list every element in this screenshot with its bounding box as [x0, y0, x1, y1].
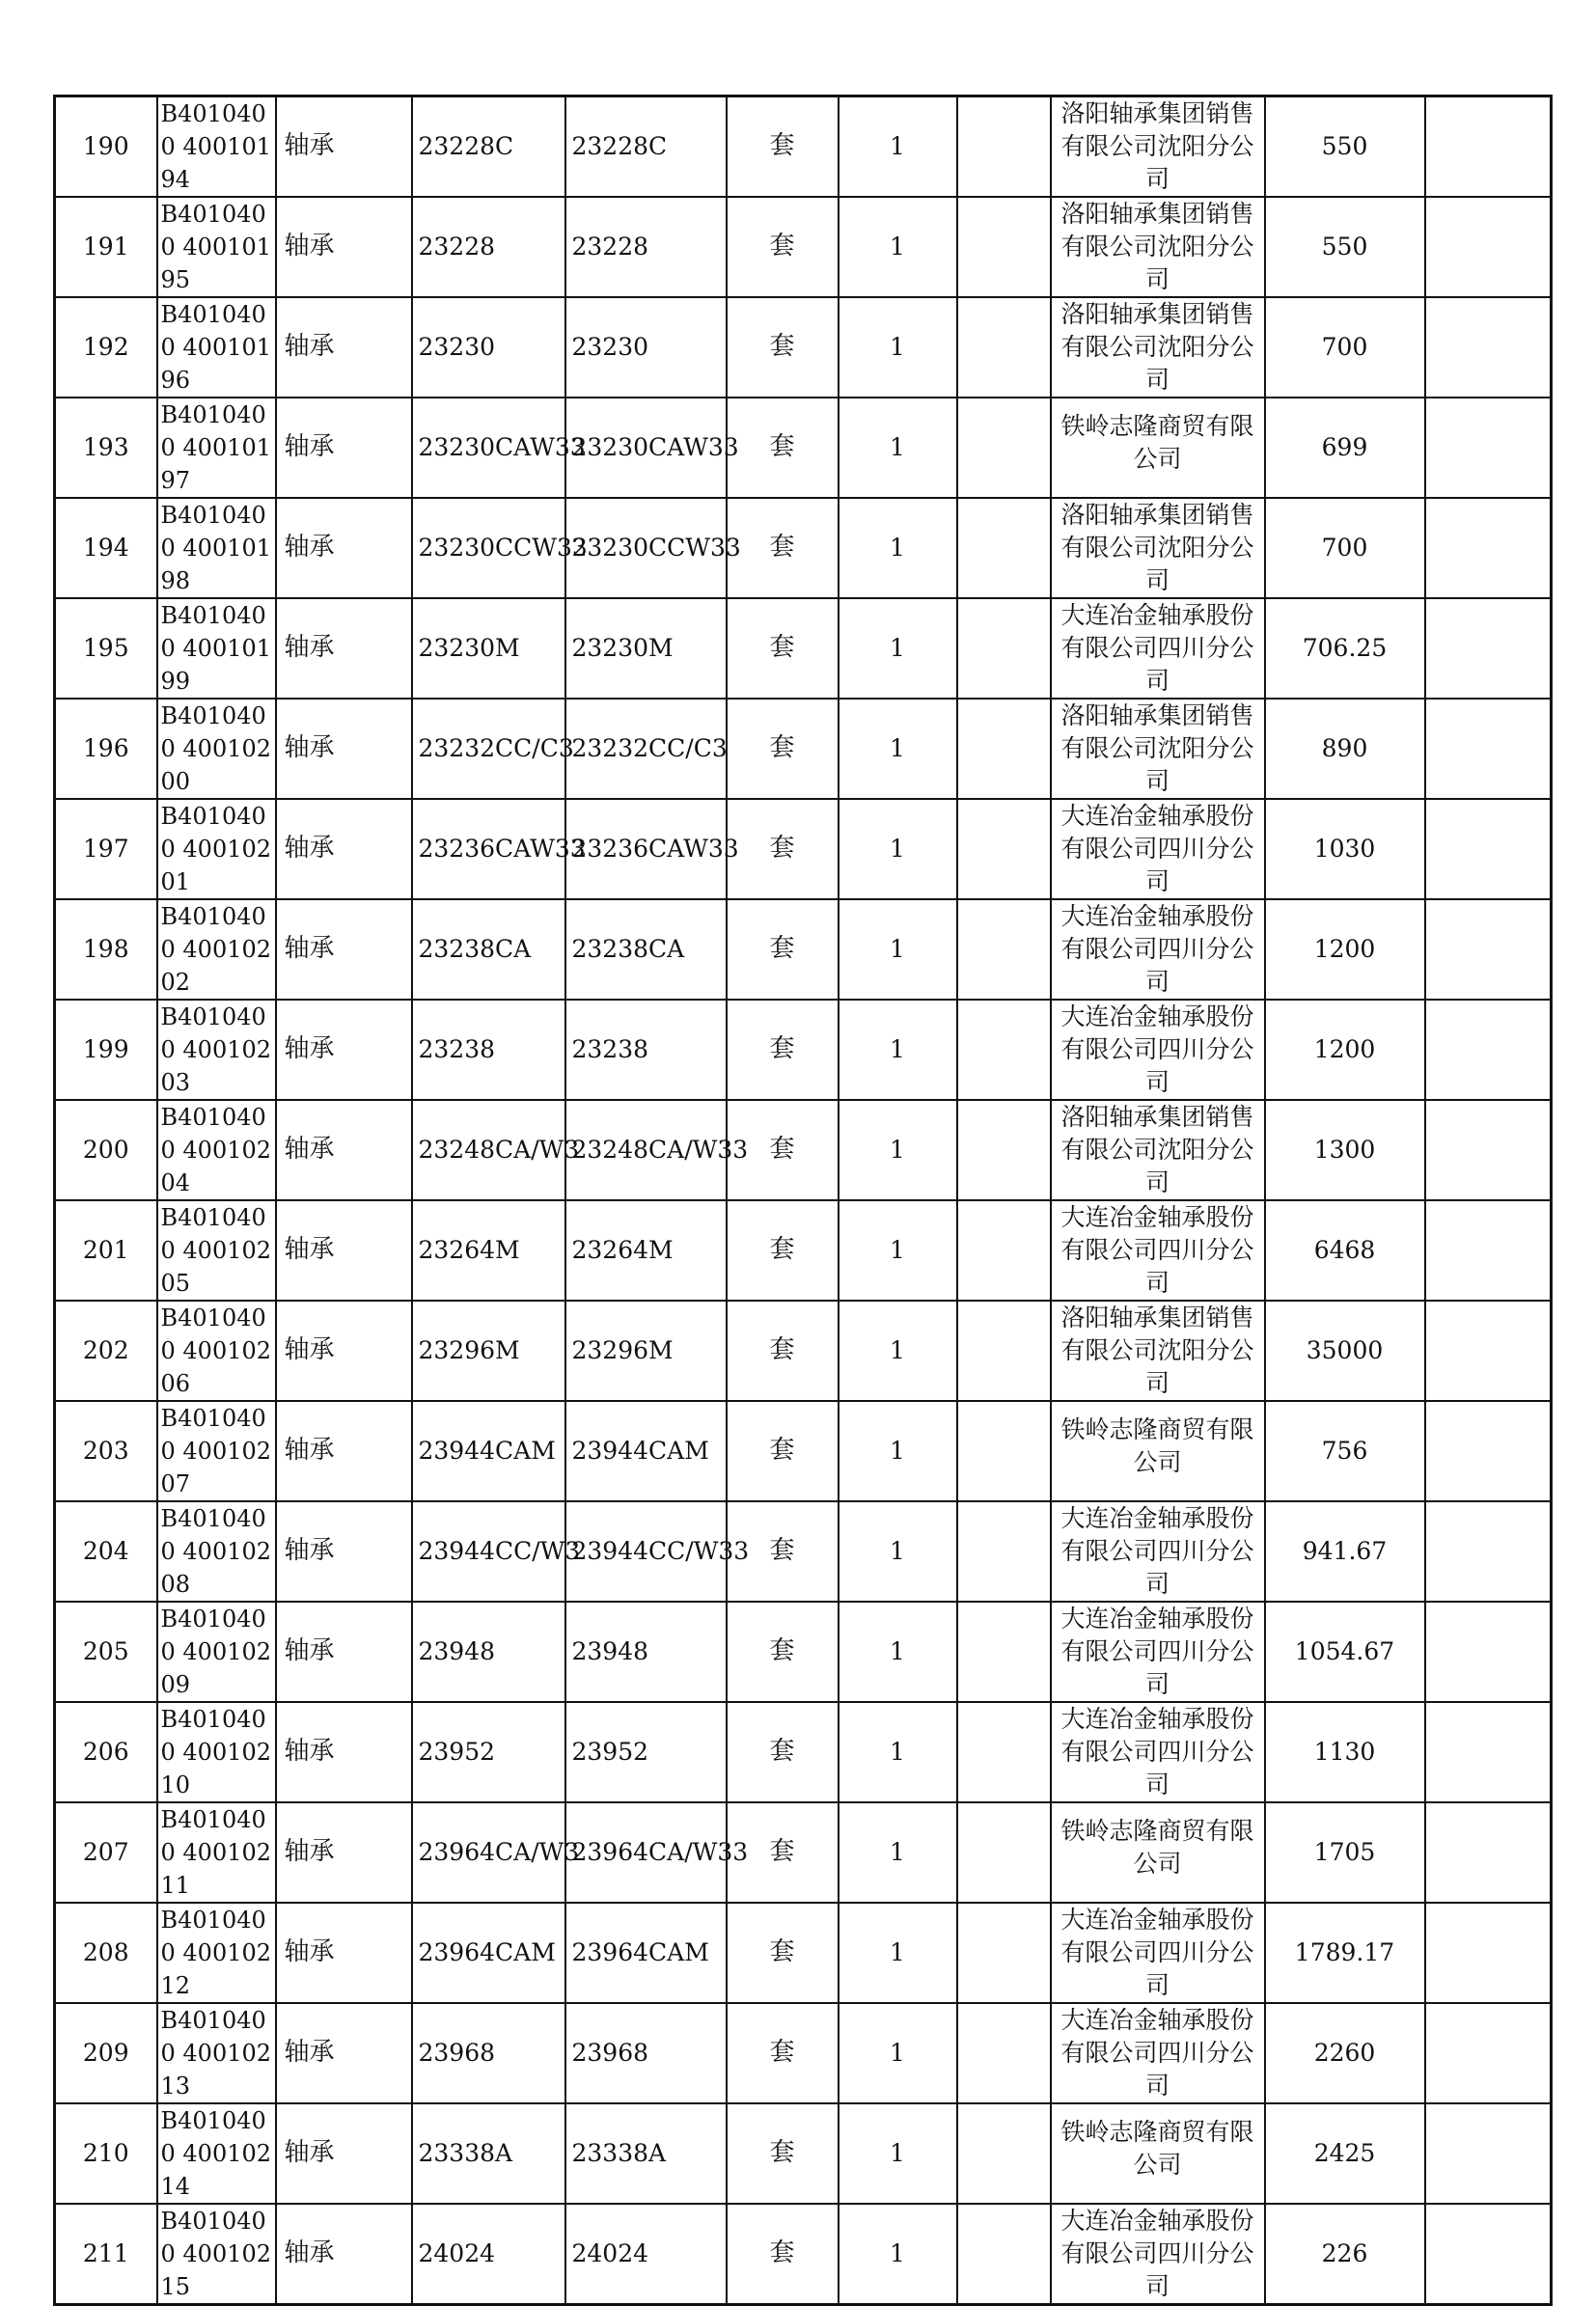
material-code-cell: B4010400 40010199 [157, 598, 276, 699]
price-cell: 6468 [1265, 1200, 1425, 1301]
supplier-text: 大连冶金轴承股份有限公司四川分公司 [1060, 1002, 1254, 1096]
supplier-text: 铁岭志隆商贸有限公司 [1060, 412, 1254, 473]
blank-cell [957, 1702, 1051, 1802]
blank-cell [957, 1401, 1051, 1501]
model-cell: 23968 [565, 2003, 727, 2103]
row-index-cell: 211 [55, 2204, 157, 2305]
supplier-text: 大连冶金轴承股份有限公司四川分公司 [1060, 802, 1254, 895]
table-row [55, 1200, 1552, 1301]
supplier-text: 洛阳轴承集团销售有限公司沈阳分公司 [1060, 701, 1254, 795]
blank-cell [957, 398, 1051, 498]
price-cell: 1705 [1265, 1802, 1425, 1903]
price-cell: 699 [1265, 398, 1425, 498]
material-code-cell: B4010400 40010201 [157, 799, 276, 899]
supplier-cell [1051, 297, 1265, 398]
supplier-text: 洛阳轴承集团销售有限公司沈阳分公司 [1060, 300, 1254, 394]
item-name-cell: 轴承 [276, 2003, 412, 2103]
model-cell: 23230M [565, 598, 727, 699]
spec-cell: 23238CA [412, 899, 565, 1000]
item-name-cell: 轴承 [276, 1602, 412, 1702]
model-cell: 23338A [565, 2103, 727, 2204]
row-index-cell: 204 [55, 1501, 157, 1602]
quantity-cell: 1 [839, 1200, 957, 1301]
spec-cell: 24024 [412, 2204, 565, 2305]
note-cell [1425, 2204, 1552, 2305]
spec-cell: 23952 [412, 1702, 565, 1802]
unit-cell: 套 [727, 1301, 839, 1401]
price-cell: 1030 [1265, 799, 1425, 899]
item-name-cell: 轴承 [276, 1903, 412, 2003]
model-cell: 23296M [565, 1301, 727, 1401]
price-cell: 941.67 [1265, 1501, 1425, 1602]
row-index-cell: 203 [55, 1401, 157, 1501]
model-cell: 23948 [565, 1602, 727, 1702]
supplier-cell [1051, 398, 1265, 498]
supplier-cell [1051, 1301, 1265, 1401]
note-cell [1425, 1401, 1552, 1501]
supplier-cell [1051, 1903, 1265, 2003]
spec-cell: 23964CA/W3 [412, 1802, 565, 1903]
material-code-cell: B4010400 40010207 [157, 1401, 276, 1501]
spec-cell: 23948 [412, 1602, 565, 1702]
row-index-cell: 208 [55, 1903, 157, 2003]
model-cell: 23944CAM [565, 1401, 727, 1501]
unit-cell: 套 [727, 197, 839, 297]
row-index-cell: 195 [55, 598, 157, 699]
row-index-cell: 190 [55, 96, 157, 198]
material-code-cell: B4010400 40010205 [157, 1200, 276, 1301]
quantity-cell: 1 [839, 498, 957, 598]
material-code-cell: B4010400 40010213 [157, 2003, 276, 2103]
material-code-cell: B4010400 40010202 [157, 899, 276, 1000]
supplier-cell [1051, 1200, 1265, 1301]
supplier-text: 大连冶金轴承股份有限公司四川分公司 [1060, 1705, 1254, 1798]
model-cell: 23248CA/W33 [565, 1100, 727, 1200]
table-row [55, 1401, 1552, 1501]
unit-cell: 套 [727, 1000, 839, 1100]
price-cell: 706.25 [1265, 598, 1425, 699]
item-name-cell: 轴承 [276, 899, 412, 1000]
blank-cell [957, 1301, 1051, 1401]
model-cell: 23238 [565, 1000, 727, 1100]
row-index-cell: 193 [55, 398, 157, 498]
table-row [55, 1802, 1552, 1903]
blank-cell [957, 1200, 1051, 1301]
item-name-cell: 轴承 [276, 297, 412, 398]
note-cell [1425, 799, 1552, 899]
model-cell: 23236CAW33 [565, 799, 727, 899]
item-name-cell: 轴承 [276, 598, 412, 699]
item-name-cell: 轴承 [276, 1501, 412, 1602]
spec-cell: 23238 [412, 1000, 565, 1100]
quantity-cell: 1 [839, 1702, 957, 1802]
supplier-cell [1051, 899, 1265, 1000]
price-cell: 1054.67 [1265, 1602, 1425, 1702]
model-cell: 23964CA/W33 [565, 1802, 727, 1903]
blank-cell [957, 1903, 1051, 2003]
model-cell: 23230CCW33 [565, 498, 727, 598]
note-cell [1425, 1903, 1552, 2003]
quantity-cell: 1 [839, 1000, 957, 1100]
supplier-cell [1051, 1802, 1265, 1903]
unit-cell: 套 [727, 799, 839, 899]
blank-cell [957, 297, 1051, 398]
row-index-cell: 207 [55, 1802, 157, 1903]
supplier-cell [1051, 2103, 1265, 2204]
supplier-text: 铁岭志隆商贸有限公司 [1060, 1415, 1254, 1476]
note-cell [1425, 498, 1552, 598]
row-index-cell: 194 [55, 498, 157, 598]
table-row [55, 2204, 1552, 2305]
note-cell [1425, 1100, 1552, 1200]
note-cell [1425, 899, 1552, 1000]
supplier-cell [1051, 498, 1265, 598]
note-cell [1425, 1501, 1552, 1602]
price-cell: 1300 [1265, 1100, 1425, 1200]
unit-cell: 套 [727, 398, 839, 498]
table-row [55, 699, 1552, 799]
note-cell [1425, 197, 1552, 297]
blank-cell [957, 2003, 1051, 2103]
note-cell [1425, 297, 1552, 398]
blank-cell [957, 1000, 1051, 1100]
row-index-cell: 191 [55, 197, 157, 297]
material-code-cell: B4010400 40010198 [157, 498, 276, 598]
supplier-text: 大连冶金轴承股份有限公司四川分公司 [1060, 1504, 1254, 1598]
supplier-cell [1051, 799, 1265, 899]
material-code-cell: B4010400 40010197 [157, 398, 276, 498]
supplier-text: 洛阳轴承集团销售有限公司沈阳分公司 [1060, 99, 1254, 193]
spec-cell: 23230CAW33 [412, 398, 565, 498]
model-cell: 23238CA [565, 899, 727, 1000]
table-row [55, 1100, 1552, 1200]
row-index-cell: 200 [55, 1100, 157, 1200]
note-cell [1425, 398, 1552, 498]
table-row [55, 2103, 1552, 2204]
table-row [55, 2003, 1552, 2103]
model-cell: 23964CAM [565, 1903, 727, 2003]
price-cell: 2425 [1265, 2103, 1425, 2204]
quantity-cell: 1 [839, 398, 957, 498]
item-name-cell: 轴承 [276, 1100, 412, 1200]
material-code-cell: B4010400 40010208 [157, 1501, 276, 1602]
item-name-cell: 轴承 [276, 498, 412, 598]
supplier-cell [1051, 1100, 1265, 1200]
note-cell [1425, 1000, 1552, 1100]
row-index-cell: 209 [55, 2003, 157, 2103]
unit-cell: 套 [727, 899, 839, 1000]
table-row [55, 1602, 1552, 1702]
supplier-text: 大连冶金轴承股份有限公司四川分公司 [1060, 2006, 1254, 2100]
quantity-cell: 1 [839, 699, 957, 799]
model-cell: 23952 [565, 1702, 727, 1802]
note-cell [1425, 1301, 1552, 1401]
table-row [55, 799, 1552, 899]
quantity-cell: 1 [839, 1301, 957, 1401]
item-name-cell: 轴承 [276, 1401, 412, 1501]
supplier-text: 洛阳轴承集团销售有限公司沈阳分公司 [1060, 1103, 1254, 1196]
spec-cell: 23232CC/C3 [412, 699, 565, 799]
material-code-cell: B4010400 40010212 [157, 1903, 276, 2003]
note-cell [1425, 96, 1552, 198]
item-name-cell: 轴承 [276, 799, 412, 899]
supplier-text: 铁岭志隆商贸有限公司 [1060, 2118, 1254, 2179]
unit-cell: 套 [727, 1200, 839, 1301]
unit-cell: 套 [727, 1100, 839, 1200]
note-cell [1425, 1200, 1552, 1301]
table-body [55, 96, 1552, 2305]
row-index-cell: 206 [55, 1702, 157, 1802]
supplier-text: 大连冶金轴承股份有限公司四川分公司 [1060, 1203, 1254, 1297]
item-name-cell: 轴承 [276, 2103, 412, 2204]
note-cell [1425, 598, 1552, 699]
price-cell: 700 [1265, 498, 1425, 598]
quantity-cell: 1 [839, 1501, 957, 1602]
spec-cell: 23338A [412, 2103, 565, 2204]
spec-cell: 23230M [412, 598, 565, 699]
price-cell: 1200 [1265, 899, 1425, 1000]
table-row [55, 1702, 1552, 1802]
row-index-cell: 202 [55, 1301, 157, 1401]
unit-cell: 套 [727, 1802, 839, 1903]
quantity-cell: 1 [839, 2003, 957, 2103]
supplier-cell [1051, 598, 1265, 699]
supplier-cell [1051, 1401, 1265, 1501]
blank-cell [957, 96, 1051, 198]
supplier-text: 大连冶金轴承股份有限公司四川分公司 [1060, 902, 1254, 996]
row-index-cell: 201 [55, 1200, 157, 1301]
price-cell: 700 [1265, 297, 1425, 398]
material-code-cell: B4010400 40010209 [157, 1602, 276, 1702]
blank-cell [957, 1100, 1051, 1200]
blank-cell [957, 1802, 1051, 1903]
quantity-cell: 1 [839, 2204, 957, 2305]
unit-cell: 套 [727, 96, 839, 198]
quantity-cell: 1 [839, 96, 957, 198]
price-cell: 1789.17 [1265, 1903, 1425, 2003]
item-name-cell: 轴承 [276, 1200, 412, 1301]
model-cell: 23944CC/W33 [565, 1501, 727, 1602]
unit-cell: 套 [727, 598, 839, 699]
blank-cell [957, 2103, 1051, 2204]
note-cell [1425, 2103, 1552, 2204]
quantity-cell: 1 [839, 799, 957, 899]
row-index-cell: 205 [55, 1602, 157, 1702]
unit-cell: 套 [727, 1401, 839, 1501]
unit-cell: 套 [727, 1702, 839, 1802]
spec-cell: 23944CC/W3 [412, 1501, 565, 1602]
row-index-cell: 196 [55, 699, 157, 799]
blank-cell [957, 699, 1051, 799]
model-cell: 23228C [565, 96, 727, 198]
note-cell [1425, 1602, 1552, 1702]
unit-cell: 套 [727, 2204, 839, 2305]
model-cell: 23230CAW33 [565, 398, 727, 498]
quantity-cell: 1 [839, 1401, 957, 1501]
unit-cell: 套 [727, 297, 839, 398]
item-name-cell: 轴承 [276, 1802, 412, 1903]
item-name-cell: 轴承 [276, 197, 412, 297]
table-row [55, 297, 1552, 398]
quantity-cell: 1 [839, 2103, 957, 2204]
blank-cell [957, 598, 1051, 699]
price-cell: 35000 [1265, 1301, 1425, 1401]
row-index-cell: 192 [55, 297, 157, 398]
table-row [55, 96, 1552, 198]
item-name-cell: 轴承 [276, 699, 412, 799]
material-code-cell: B4010400 40010195 [157, 197, 276, 297]
price-cell: 1130 [1265, 1702, 1425, 1802]
material-code-cell: B4010400 40010200 [157, 699, 276, 799]
blank-cell [957, 899, 1051, 1000]
supplier-text: 洛阳轴承集团销售有限公司沈阳分公司 [1060, 1304, 1254, 1397]
table-row [55, 598, 1552, 699]
quantity-cell: 1 [839, 899, 957, 1000]
table-row [55, 1301, 1552, 1401]
note-cell [1425, 699, 1552, 799]
spec-cell: 23228 [412, 197, 565, 297]
blank-cell [957, 197, 1051, 297]
quantity-cell: 1 [839, 1903, 957, 2003]
spec-cell: 23296M [412, 1301, 565, 1401]
bearing-price-table [53, 95, 1553, 2306]
spec-cell: 23230CCW33 [412, 498, 565, 598]
item-name-cell: 轴承 [276, 2204, 412, 2305]
unit-cell: 套 [727, 498, 839, 598]
quantity-cell: 1 [839, 197, 957, 297]
supplier-text: 大连冶金轴承股份有限公司四川分公司 [1060, 1605, 1254, 1698]
spec-cell: 23944CAM [412, 1401, 565, 1501]
spec-cell: 23248CA/W3 [412, 1100, 565, 1200]
blank-cell [957, 1602, 1051, 1702]
material-code-cell: B4010400 40010206 [157, 1301, 276, 1401]
note-cell [1425, 1702, 1552, 1802]
model-cell: 23230 [565, 297, 727, 398]
spec-cell: 23964CAM [412, 1903, 565, 2003]
material-code-cell: B4010400 40010214 [157, 2103, 276, 2204]
blank-cell [957, 498, 1051, 598]
supplier-cell [1051, 2003, 1265, 2103]
material-code-cell: B4010400 40010204 [157, 1100, 276, 1200]
model-cell: 23264M [565, 1200, 727, 1301]
blank-cell [957, 2204, 1051, 2305]
unit-cell: 套 [727, 2103, 839, 2204]
spec-cell: 23264M [412, 1200, 565, 1301]
spec-cell: 23236CAW33 [412, 799, 565, 899]
supplier-text: 洛阳轴承集团销售有限公司沈阳分公司 [1060, 200, 1254, 293]
item-name-cell: 轴承 [276, 1000, 412, 1100]
supplier-text: 洛阳轴承集团销售有限公司沈阳分公司 [1060, 501, 1254, 594]
supplier-text: 大连冶金轴承股份有限公司四川分公司 [1060, 1906, 1254, 1999]
note-cell [1425, 1802, 1552, 1903]
row-index-cell: 197 [55, 799, 157, 899]
item-name-cell: 轴承 [276, 1702, 412, 1802]
note-cell [1425, 2003, 1552, 2103]
table-row [55, 398, 1552, 498]
item-name-cell: 轴承 [276, 1301, 412, 1401]
spec-cell: 23230 [412, 297, 565, 398]
supplier-text: 大连冶金轴承股份有限公司四川分公司 [1060, 2207, 1254, 2300]
table-row [55, 1903, 1552, 2003]
row-index-cell: 198 [55, 899, 157, 1000]
unit-cell: 套 [727, 699, 839, 799]
supplier-cell [1051, 699, 1265, 799]
quantity-cell: 1 [839, 1602, 957, 1702]
unit-cell: 套 [727, 2003, 839, 2103]
blank-cell [957, 1501, 1051, 1602]
item-name-cell: 轴承 [276, 398, 412, 498]
spec-cell: 23968 [412, 2003, 565, 2103]
quantity-cell: 1 [839, 598, 957, 699]
unit-cell: 套 [727, 1903, 839, 2003]
material-code-cell: B4010400 40010196 [157, 297, 276, 398]
supplier-text: 大连冶金轴承股份有限公司四川分公司 [1060, 601, 1254, 695]
blank-cell [957, 799, 1051, 899]
price-cell: 226 [1265, 2204, 1425, 2305]
supplier-cell [1051, 1000, 1265, 1100]
quantity-cell: 1 [839, 1100, 957, 1200]
table-row [55, 1000, 1552, 1100]
supplier-text: 铁岭志隆商贸有限公司 [1060, 1817, 1254, 1878]
material-code-cell: B4010400 40010211 [157, 1802, 276, 1903]
price-cell: 890 [1265, 699, 1425, 799]
supplier-cell [1051, 1702, 1265, 1802]
supplier-cell [1051, 1501, 1265, 1602]
table-row [55, 899, 1552, 1000]
unit-cell: 套 [727, 1501, 839, 1602]
row-index-cell: 199 [55, 1000, 157, 1100]
price-cell: 2260 [1265, 2003, 1425, 2103]
model-cell: 24024 [565, 2204, 727, 2305]
spec-cell: 23228C [412, 96, 565, 198]
item-name-cell: 轴承 [276, 96, 412, 198]
table-row [55, 498, 1552, 598]
unit-cell: 套 [727, 1602, 839, 1702]
supplier-cell [1051, 197, 1265, 297]
price-cell: 1200 [1265, 1000, 1425, 1100]
price-cell: 756 [1265, 1401, 1425, 1501]
material-code-cell: B4010400 40010203 [157, 1000, 276, 1100]
price-cell: 550 [1265, 197, 1425, 297]
table-row [55, 197, 1552, 297]
supplier-cell [1051, 2204, 1265, 2305]
row-index-cell: 210 [55, 2103, 157, 2204]
material-code-cell: B4010400 40010210 [157, 1702, 276, 1802]
supplier-cell [1051, 1602, 1265, 1702]
material-code-cell: B4010400 40010215 [157, 2204, 276, 2305]
quantity-cell: 1 [839, 1802, 957, 1903]
model-cell: 23232CC/C3 [565, 699, 727, 799]
quantity-cell: 1 [839, 297, 957, 398]
supplier-cell [1051, 96, 1265, 198]
material-code-cell: B4010400 40010194 [157, 96, 276, 198]
price-cell: 550 [1265, 96, 1425, 198]
table-row [55, 1501, 1552, 1602]
model-cell: 23228 [565, 197, 727, 297]
